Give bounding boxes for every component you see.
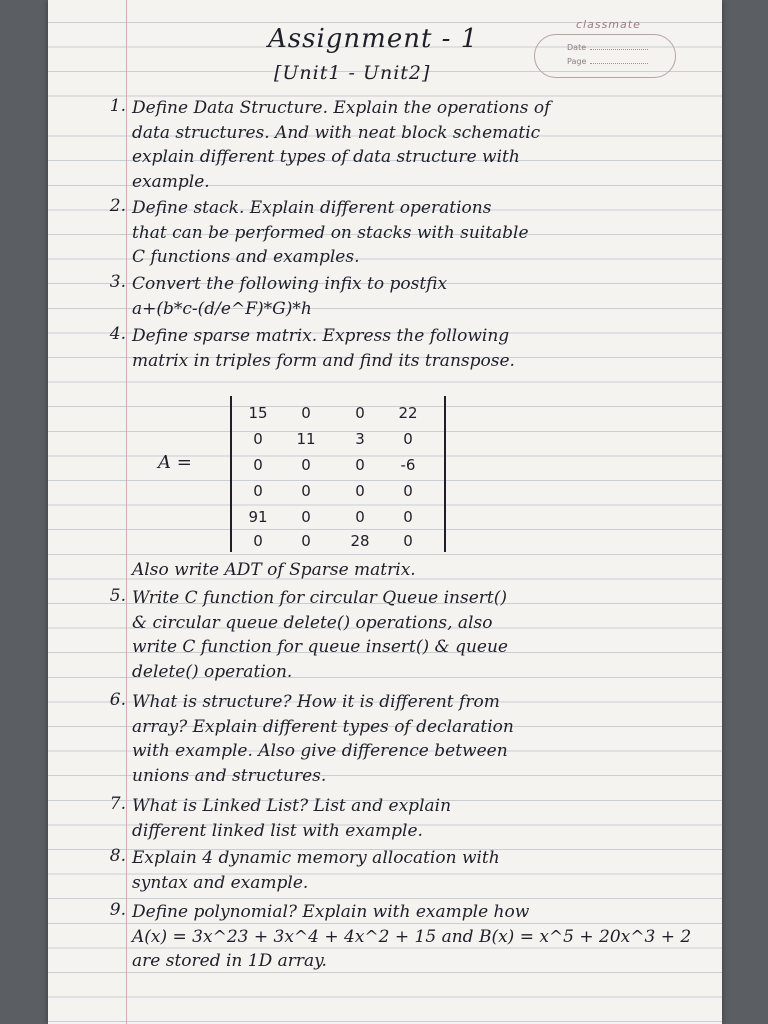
question-number: 7.: [109, 794, 126, 814]
matrix-cell: 0: [403, 532, 413, 550]
page-label: Page: [567, 57, 587, 66]
question-number: 6.: [109, 690, 126, 710]
question-text: Write C function for circular Queue insert() & circular queue delete() operations, also write C function for queue insert() & queue delete() operation.: [132, 588, 508, 682]
question-number: 1.: [109, 96, 126, 116]
question-number: 8.: [109, 846, 126, 866]
matrix-cell: 0: [355, 482, 365, 500]
matrix-cell: 0: [355, 456, 365, 474]
question-text: Define Data Structure. Explain the operations of data structures. And with neat block schematic explain different types of data structure with example.: [132, 98, 551, 192]
question-text: Define sparse matrix. Express the following matrix in triples form and find its transpose.: [132, 326, 515, 371]
matrix-cell: 0: [301, 508, 311, 526]
matrix-cell: 0: [355, 404, 365, 422]
matrix-cell: -6: [400, 456, 416, 474]
question-text: Define stack. Explain different operations that can be performed on stacks with suitable C functions and examples.: [132, 198, 529, 268]
matrix-cell: 0: [301, 456, 311, 474]
assignment-subtitle: [Unit1 - Unit2]: [274, 62, 431, 84]
matrix-cell: 0: [301, 404, 311, 422]
sparse-matrix: [230, 396, 446, 552]
question-text: Define polynomial? Explain with example how A(x) = 3x^23 + 3x^4 + 4x^2 + 15 and B(x) = x^5 + 20x^3 + 2 are stored in 1D array.: [132, 902, 692, 972]
matrix-cell: 0: [301, 482, 311, 500]
matrix-cell: 11: [296, 430, 316, 448]
matrix-cell: 0: [253, 532, 263, 550]
matrix-followup: Also write ADT of Sparse matrix.: [132, 560, 416, 580]
margin-line: [126, 0, 127, 1024]
question-text: What is structure? How it is different from array? Explain different types of declaration with example. Also give difference between unions and structures.: [132, 692, 514, 786]
matrix-cell: 0: [403, 482, 413, 500]
matrix-cell: 0: [355, 508, 365, 526]
date-label: Date: [567, 43, 587, 52]
matrix-cell: 22: [398, 404, 418, 422]
question-number: 2.: [109, 196, 126, 216]
matrix-cell: 0: [403, 430, 413, 448]
notebook-page: [48, 0, 722, 1024]
notebook-brand: classmate: [576, 18, 641, 31]
matrix-cell: 0: [403, 508, 413, 526]
question-text: Convert the following infix to postfix a+(b*c-(d/e^F)*G)*h: [132, 274, 448, 319]
question-text: Explain 4 dynamic memory allocation with syntax and example.: [132, 848, 500, 893]
matrix-cell: 28: [350, 532, 370, 550]
matrix-cell: 15: [248, 404, 268, 422]
matrix-cell: 3: [355, 430, 365, 448]
matrix-cell: 0: [301, 532, 311, 550]
matrix-cell: 91: [248, 508, 268, 526]
question-number: 9.: [109, 900, 126, 920]
matrix-cell: 0: [253, 482, 263, 500]
matrix-cell: 0: [253, 456, 263, 474]
matrix-label: A =: [158, 452, 192, 473]
matrix-cell: 0: [253, 430, 263, 448]
question-number: 4.: [109, 324, 126, 344]
question-number: 5.: [109, 586, 126, 606]
question-text: What is Linked List? List and explain different linked list with example.: [132, 796, 452, 841]
date-page-box: [534, 34, 676, 78]
assignment-title: Assignment - 1: [268, 24, 479, 54]
question-number: 3.: [109, 272, 126, 292]
